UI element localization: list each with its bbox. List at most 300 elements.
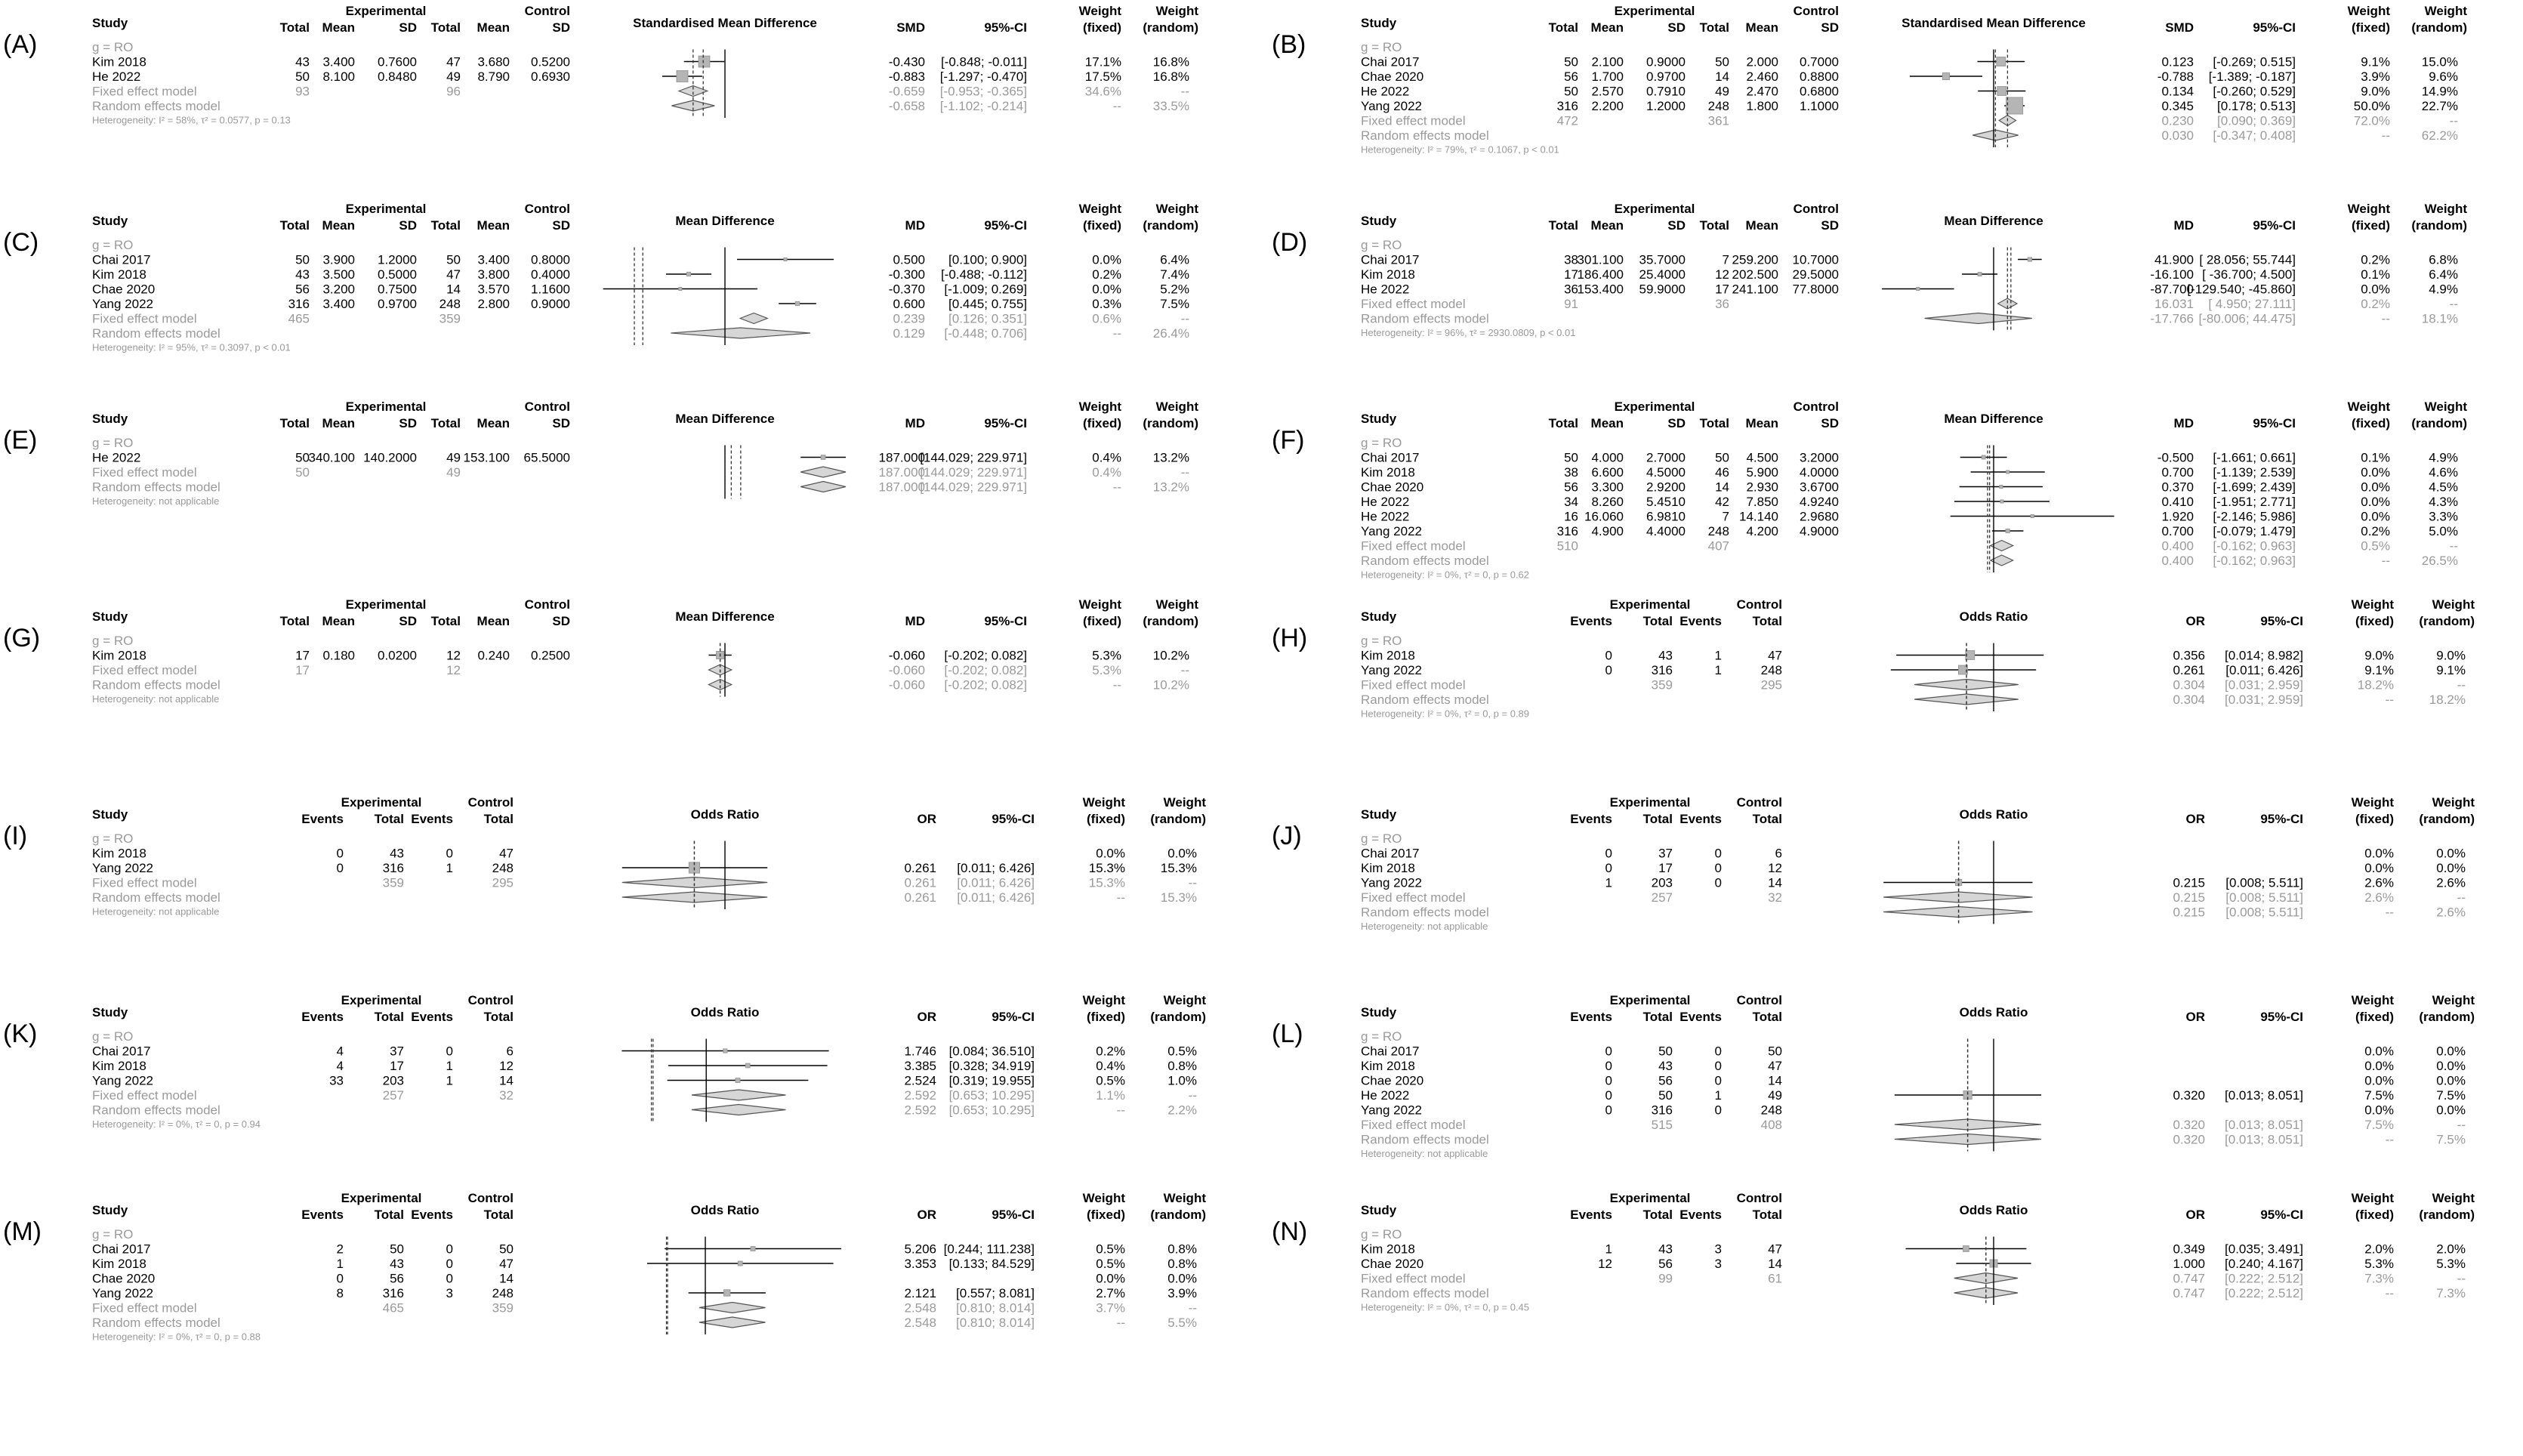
random-effects-weight-fixed: --: [2385, 1286, 2394, 1300]
study-c-total: 248: [492, 1286, 514, 1300]
study-weight-fixed: 0.5%: [1096, 1073, 1125, 1088]
header-weight-random: (random): [1143, 218, 1198, 233]
header-control: Control: [524, 202, 570, 216]
study-e-total: 50: [1564, 84, 1578, 99]
header-stat: OR: [917, 1208, 936, 1222]
study-c-events: 0: [1714, 1103, 1722, 1118]
study-c-total: 46: [1715, 465, 1729, 480]
study-weight-fixed: 0.2%: [1092, 267, 1121, 282]
study-weight-fixed: 0.0%: [2364, 1073, 2394, 1088]
header-study: Study: [92, 1203, 128, 1217]
header-experimental: Experimental: [345, 399, 427, 414]
header-weight-fixed: (fixed): [1083, 218, 1121, 233]
study-e-events: 0: [1605, 663, 1612, 677]
study-c-total: 47: [1768, 1059, 1782, 1073]
study-name: He 2022: [1361, 84, 1410, 99]
study-c-sd: 3.2000: [1800, 450, 1839, 465]
header-experimental: Experimental: [341, 795, 422, 810]
study-weight-fixed: 0.0%: [2361, 465, 2390, 480]
header-weight-random: (random): [2411, 20, 2467, 35]
study-ci: [0.100; 0.900]: [948, 252, 1027, 267]
study-estimate: 0.345: [2161, 99, 2194, 113]
header-weight: Weight: [2351, 1191, 2394, 1205]
study-c-total: 248: [1707, 524, 1729, 538]
header-weight-fixed: (fixed): [2355, 614, 2394, 628]
study-weight-random: 3.3%: [2429, 509, 2458, 524]
study-weight-box: [2006, 97, 2023, 114]
header-total: Total: [1699, 416, 1729, 430]
fixed-effect-estimate: 0.304: [2173, 677, 2205, 693]
heterogeneity-text: Heterogeneity: not applicable: [1361, 1148, 1488, 1159]
header-study: Study: [1361, 412, 1397, 426]
random-effects-estimate: 2.548: [904, 1316, 936, 1330]
study-c-total: 6: [1775, 846, 1782, 861]
subgroup-label: g = RO: [92, 634, 134, 648]
study-e-sd: 25.4000: [1639, 267, 1686, 282]
fixed-effect-estimate: 0.230: [2161, 113, 2194, 128]
random-effects-ci: [-1.102; -0.214]: [939, 99, 1027, 113]
header-measure: Mean Difference: [675, 609, 775, 624]
random-effects-label: Random effects model: [92, 326, 221, 341]
panel-label: (I): [3, 822, 28, 850]
fixed-effect-label: Fixed effect model: [1361, 677, 1466, 693]
study-c-events: 0: [446, 846, 453, 861]
study-weight-box: [738, 1261, 742, 1266]
study-estimate: 0.410: [2161, 495, 2194, 509]
study-c-total: 248: [1760, 1103, 1782, 1118]
random-effects-label: Random effects model: [92, 480, 221, 495]
study-ci: [0.133; 84.529]: [948, 1257, 1035, 1271]
study-weight-box: [795, 301, 799, 305]
fixed-effect-label: Fixed effect model: [1361, 538, 1466, 554]
header-study: Study: [92, 214, 128, 228]
fixed-effect-label: Fixed effect model: [92, 311, 197, 326]
header-weight-random: (random): [1150, 812, 1206, 826]
study-weight-random: 15.3%: [1160, 861, 1197, 875]
header-weight: Weight: [2432, 1191, 2475, 1205]
study-e-mean: 4.900: [1591, 524, 1624, 538]
study-name: Chae 2020: [1361, 69, 1424, 84]
study-e-total: 43: [1658, 1242, 1673, 1257]
fixed-effect-label: Fixed effect model: [1361, 297, 1466, 311]
fixed-effect-weight-fixed: 18.2%: [2357, 677, 2394, 693]
header-measure: Standardised Mean Difference: [1902, 16, 2086, 30]
fixed-effect-c-total: 407: [1707, 538, 1729, 554]
study-e-events: 0: [1605, 1103, 1612, 1118]
study-c-total: 7: [1722, 252, 1729, 267]
fixed-effect-diamond: [740, 313, 767, 324]
study-ci: [0.178; 0.513]: [2217, 99, 2296, 113]
study-e-total: 56: [295, 282, 310, 297]
header-weight: Weight: [2347, 4, 2390, 18]
fixed-effect-weight-fixed: 3.7%: [1096, 1300, 1125, 1316]
study-weight-box: [751, 1247, 755, 1251]
study-weight-box: [723, 1049, 727, 1053]
header-weight: Weight: [1082, 993, 1125, 1007]
study-e-total: 316: [1651, 663, 1673, 677]
header-ci: 95%-CI: [984, 218, 1027, 233]
study-c-sd: 3.6700: [1800, 480, 1839, 495]
study-name: Yang 2022: [92, 297, 153, 311]
study-weight-box: [736, 1078, 740, 1083]
study-name: Chae 2020: [1361, 1257, 1424, 1271]
study-ci: [-0.202; 0.082]: [944, 648, 1027, 663]
study-c-events: 0: [446, 1257, 453, 1271]
random-effects-weight-fixed: --: [2385, 905, 2394, 920]
study-e-sd: 2.9200: [1646, 480, 1686, 495]
study-name: Chai 2017: [1361, 1044, 1420, 1059]
study-e-total: 316: [288, 297, 310, 311]
study-c-events: 1: [1714, 663, 1722, 677]
fixed-effect-label: Fixed effect model: [92, 875, 197, 890]
study-c-events: 1: [446, 1073, 453, 1088]
fixed-effect-estimate: 0.239: [893, 311, 925, 326]
fixed-effect-c-total: 61: [1768, 1271, 1782, 1286]
random-effects-estimate: -0.060: [888, 677, 925, 693]
study-e-total: 17: [390, 1059, 404, 1073]
study-e-sd: 5.4510: [1646, 495, 1686, 509]
header-sd: SD: [399, 218, 417, 233]
fixed-effect-ci: [144.029; 229.971]: [920, 465, 1027, 480]
study-ci: [-1.661; 0.661]: [2213, 450, 2296, 465]
study-e-sd: 0.7600: [378, 54, 417, 69]
heterogeneity-text: Heterogeneity: I² = 0%, τ² = 0, p = 0.45: [1361, 1301, 1530, 1313]
study-e-total: 37: [1658, 846, 1673, 861]
study-weight-fixed: 0.4%: [1096, 1059, 1125, 1073]
header-experimental: Experimental: [1609, 1191, 1691, 1205]
random-effects-weight-fixed: --: [1116, 890, 1125, 905]
study-c-sd: 1.1600: [531, 282, 570, 297]
study-estimate: 1.746: [904, 1044, 936, 1059]
forest-panel: [1269, 396, 2522, 594]
fixed-effect-c-total: 361: [1707, 113, 1729, 128]
fixed-effect-estimate: 187.000: [878, 465, 925, 480]
panel-label: (K): [3, 1020, 38, 1048]
study-c-mean: 0.240: [477, 648, 510, 663]
subgroup-label: g = RO: [1361, 634, 1402, 648]
forest-plot: [0, 989, 1254, 1187]
study-weight-random: 16.8%: [1152, 69, 1189, 84]
header-ci: 95%-CI: [992, 1010, 1035, 1024]
study-e-total: 316: [382, 1286, 404, 1300]
fixed-effect-diamond: [800, 467, 846, 477]
fixed-effect-weight-random: --: [2457, 1118, 2466, 1132]
study-c-total: 47: [1768, 648, 1782, 663]
random-effects-estimate: 0.030: [2161, 128, 2194, 143]
study-e-total: 50: [1658, 1088, 1673, 1103]
fixed-effect-estimate: 0.400: [2161, 538, 2194, 554]
study-weight-fixed: 0.1%: [2361, 450, 2390, 465]
study-weight-random: 0.0%: [2436, 861, 2466, 875]
study-estimate: 0.600: [893, 297, 925, 311]
study-c-events: 0: [446, 1044, 453, 1059]
header-weight-random: (random): [1143, 416, 1198, 430]
study-c-mean: 2.930: [1746, 480, 1778, 495]
study-e-total: 316: [1556, 524, 1578, 538]
study-c-sd: 0.8000: [531, 252, 570, 267]
random-effects-estimate: -17.766: [2150, 311, 2194, 326]
study-weight-fixed: 2.7%: [1096, 1286, 1125, 1300]
study-c-total: 47: [1768, 1242, 1782, 1257]
study-c-total: 47: [446, 54, 461, 69]
fixed-effect-diamond: [699, 1303, 766, 1313]
fixed-effect-estimate: 16.031: [2154, 297, 2194, 311]
study-weight-random: 2.0%: [2436, 1242, 2466, 1257]
study-name: He 2022: [1361, 1088, 1410, 1103]
header-weight-fixed: (fixed): [1087, 1208, 1125, 1222]
study-weight-fixed: 0.0%: [2361, 282, 2390, 297]
study-e-sd: 140.2000: [363, 450, 417, 465]
header-stat: OR: [2185, 1208, 2205, 1222]
fixed-effect-c-total: 408: [1760, 1118, 1782, 1132]
random-effects-weight-fixed: --: [2385, 693, 2394, 707]
study-e-mean: 153.400: [1577, 282, 1624, 297]
random-effects-label: Random effects model: [1361, 905, 1489, 920]
header-events: Events: [301, 1208, 344, 1222]
header-sd: SD: [552, 416, 570, 430]
study-weight-random: 0.0%: [2436, 1073, 2466, 1088]
fixed-effect-weight-fixed: 0.5%: [2361, 538, 2390, 554]
fixed-effect-estimate: 0.320: [2173, 1118, 2205, 1132]
random-effects-label: Random effects model: [1361, 128, 1489, 143]
study-weight-random: 7.5%: [2436, 1088, 2466, 1103]
study-weight-random: 5.3%: [2436, 1257, 2466, 1271]
study-name: Kim 2018: [1361, 267, 1415, 282]
study-ci: [ 28.056; 55.744]: [2199, 252, 2296, 267]
header-control: Control: [524, 597, 570, 612]
study-weight-random: 5.2%: [1160, 282, 1189, 297]
header-mean: Mean: [322, 218, 355, 233]
header-stat: MD: [905, 614, 925, 628]
random-effects-weight-fixed: --: [1112, 326, 1121, 341]
study-e-total: 38: [1564, 252, 1578, 267]
study-c-total: 14: [1768, 1073, 1782, 1088]
header-study: Study: [1361, 1203, 1397, 1217]
study-weight-fixed: 0.3%: [1092, 297, 1121, 311]
study-ci: [ -36.700; 4.500]: [2202, 267, 2296, 282]
header-experimental: Experimental: [1614, 202, 1695, 216]
study-e-total: 17: [295, 648, 310, 663]
heterogeneity-text: Heterogeneity: not applicable: [92, 495, 220, 507]
header-mean: Mean: [1745, 416, 1778, 430]
study-estimate: -0.500: [2157, 450, 2194, 465]
study-weight-random: 10.2%: [1152, 648, 1189, 663]
study-c-total: 14: [1715, 69, 1729, 84]
study-e-sd: 0.7500: [378, 282, 417, 297]
study-e-sd: 35.7000: [1639, 252, 1686, 267]
header-stat: MD: [905, 416, 925, 430]
forest-plot: [0, 594, 1254, 791]
random-effects-estimate: -0.658: [888, 99, 925, 113]
random-effects-weight-fixed: --: [2381, 311, 2390, 326]
fixed-effect-estimate: -0.659: [888, 84, 925, 99]
fixed-effect-e-total: 510: [1556, 538, 1578, 554]
study-weight-random: 4.9%: [2429, 450, 2458, 465]
header-weight: Weight: [1155, 4, 1198, 18]
fixed-effect-e-total: 515: [1651, 1118, 1673, 1132]
header-experimental: Experimental: [341, 1191, 422, 1205]
study-name: Chai 2017: [1361, 252, 1420, 267]
random-effects-ci: [-0.347; 0.408]: [2213, 128, 2296, 143]
header-weight: Weight: [1163, 795, 1206, 810]
header-study: Study: [1361, 807, 1397, 822]
study-name: Yang 2022: [92, 861, 153, 875]
study-weight-fixed: 0.0%: [2364, 861, 2394, 875]
header-sd: SD: [552, 614, 570, 628]
random-effects-estimate: 0.129: [893, 326, 925, 341]
study-e-total: 50: [1564, 450, 1578, 465]
study-weight-random: 13.2%: [1152, 450, 1189, 465]
fixed-effect-e-total: 91: [1564, 297, 1578, 311]
study-name: Yang 2022: [1361, 524, 1422, 538]
study-ci: [0.557; 8.081]: [956, 1286, 1035, 1300]
study-name: Yang 2022: [1361, 99, 1422, 113]
header-weight-fixed: (fixed): [1087, 812, 1125, 826]
study-e-total: 50: [295, 69, 310, 84]
forest-plot: [1269, 396, 2522, 594]
study-weight-random: 0.0%: [2436, 1103, 2466, 1118]
panel-label: (A): [3, 30, 38, 59]
panel-label: (F): [1272, 426, 1305, 455]
study-ci: [-1.951; 2.771]: [2213, 495, 2296, 509]
header-ci: 95%-CI: [2260, 812, 2303, 826]
header-control: Control: [1736, 993, 1782, 1007]
study-c-events: 0: [1714, 875, 1722, 890]
study-ci: [0.011; 6.426]: [957, 861, 1035, 875]
study-weight-box: [2006, 529, 2009, 532]
study-c-total: 14: [1768, 875, 1782, 890]
header-experimental: Experimental: [1609, 597, 1691, 612]
study-ci: [0.328; 34.919]: [948, 1059, 1035, 1073]
random-effects-label: Random effects model: [92, 677, 221, 693]
study-weight-fixed: 0.5%: [1096, 1242, 1125, 1257]
study-name: Yang 2022: [1361, 875, 1422, 890]
random-effects-estimate: 0.304: [2173, 693, 2205, 707]
study-c-total: 49: [446, 69, 461, 84]
random-effects-weight-random: 15.3%: [1160, 890, 1197, 905]
study-weight-fixed: 17.5%: [1084, 69, 1121, 84]
study-name: Chai 2017: [92, 1044, 151, 1059]
header-sd: SD: [1667, 218, 1686, 233]
panel-label: (L): [1272, 1020, 1303, 1048]
fixed-effect-weight-random: --: [1188, 1088, 1197, 1103]
study-weight-box: [699, 56, 710, 67]
header-stat: OR: [917, 1010, 936, 1024]
random-effects-label: Random effects model: [92, 1103, 221, 1118]
panel-label: (B): [1272, 30, 1306, 59]
fixed-effect-c-total: 359: [439, 311, 461, 326]
study-e-total: 37: [390, 1044, 404, 1059]
header-weight: Weight: [2432, 795, 2475, 810]
fixed-effect-label: Fixed effect model: [92, 84, 197, 99]
study-ci: [-1.389; -0.187]: [2208, 69, 2296, 84]
study-weight-random: 15.0%: [2421, 54, 2458, 69]
study-e-mean: 186.400: [1577, 267, 1624, 282]
header-mean: Mean: [1590, 416, 1624, 430]
study-e-events: 1: [336, 1257, 344, 1271]
study-estimate: 2.121: [904, 1286, 936, 1300]
study-name: He 2022: [92, 69, 141, 84]
header-ci: 95%-CI: [984, 614, 1027, 628]
study-e-total: 17: [1564, 267, 1578, 282]
study-c-total: 14: [499, 1073, 514, 1088]
forest-panel: [0, 1187, 1254, 1385]
header-events: Events: [1679, 812, 1722, 826]
study-c-total: 50: [1768, 1044, 1782, 1059]
fixed-effect-c-total: 359: [492, 1300, 514, 1316]
study-e-sd: 1.2000: [1646, 99, 1686, 113]
study-e-total: 56: [1658, 1073, 1673, 1088]
forest-panel: [1269, 1187, 2522, 1385]
study-e-events: 0: [336, 1271, 344, 1286]
study-c-sd: 0.5200: [531, 54, 570, 69]
random-effects-estimate: 0.261: [904, 890, 936, 905]
header-events: Events: [411, 812, 453, 826]
study-weight-random: 0.0%: [1167, 846, 1197, 861]
header-total: Total: [279, 416, 310, 430]
study-weight-random: 0.8%: [1167, 1257, 1197, 1271]
header-control: Control: [1736, 795, 1782, 810]
study-weight-random: 0.0%: [2436, 846, 2466, 861]
random-effects-weight-random: 18.2%: [2429, 693, 2466, 707]
random-effects-estimate: 0.320: [2173, 1132, 2205, 1147]
study-e-sd: 0.9700: [1646, 69, 1686, 84]
study-e-events: 4: [336, 1044, 344, 1059]
study-weight-box: [679, 288, 682, 291]
subgroup-label: g = RO: [1361, 436, 1402, 450]
fixed-effect-weight-random: --: [1180, 84, 1189, 99]
study-ci: [-2.146; 5.986]: [2213, 509, 2296, 524]
heterogeneity-text: Heterogeneity: I² = 95%, τ² = 0.3097, p < 0.01: [92, 341, 291, 353]
header-weight-random: (random): [2411, 218, 2467, 233]
study-c-sd: 1.1000: [1800, 99, 1839, 113]
fixed-effect-weight-fixed: 72.0%: [2353, 113, 2390, 128]
study-c-mean: 4.500: [1746, 450, 1778, 465]
header-events: Events: [1570, 1208, 1612, 1222]
header-total: Total: [374, 1010, 404, 1024]
fixed-effect-label: Fixed effect model: [92, 1088, 197, 1103]
forest-plot: [0, 791, 1254, 989]
study-name: Kim 2018: [1361, 1242, 1415, 1257]
study-e-total: 50: [390, 1242, 404, 1257]
study-c-total: 12: [499, 1059, 514, 1073]
study-name: Chai 2017: [1361, 846, 1420, 861]
header-weight: Weight: [1078, 399, 1121, 414]
study-c-mean: 8.790: [477, 69, 510, 84]
study-c-sd: 2.9680: [1800, 509, 1839, 524]
study-name: Kim 2018: [1361, 648, 1415, 663]
header-study: Study: [92, 412, 128, 426]
study-c-total: 17: [1715, 282, 1729, 297]
header-weight: Weight: [2347, 399, 2390, 414]
random-effects-weight-fixed: --: [1112, 99, 1121, 113]
study-c-sd: 10.7000: [1792, 252, 1839, 267]
random-effects-weight-fixed: --: [1116, 1316, 1125, 1330]
header-weight: Weight: [1078, 202, 1121, 216]
header-ci: 95%-CI: [2260, 614, 2303, 628]
study-weight-fixed: 9.1%: [2364, 663, 2394, 677]
study-name: Kim 2018: [92, 1059, 147, 1073]
header-weight: Weight: [1155, 202, 1198, 216]
forest-panel: [1269, 791, 2522, 989]
header-total: Total: [1642, 812, 1673, 826]
heterogeneity-text: Heterogeneity: I² = 0%, τ² = 0, p = 0.88: [92, 1331, 261, 1343]
random-effects-diamond: [1883, 907, 2032, 918]
study-weight-fixed: 0.0%: [2364, 1044, 2394, 1059]
fixed-effect-ci: [0.653; 10.295]: [948, 1088, 1035, 1103]
header-total: Total: [1548, 218, 1578, 233]
study-c-events: 3: [446, 1286, 453, 1300]
